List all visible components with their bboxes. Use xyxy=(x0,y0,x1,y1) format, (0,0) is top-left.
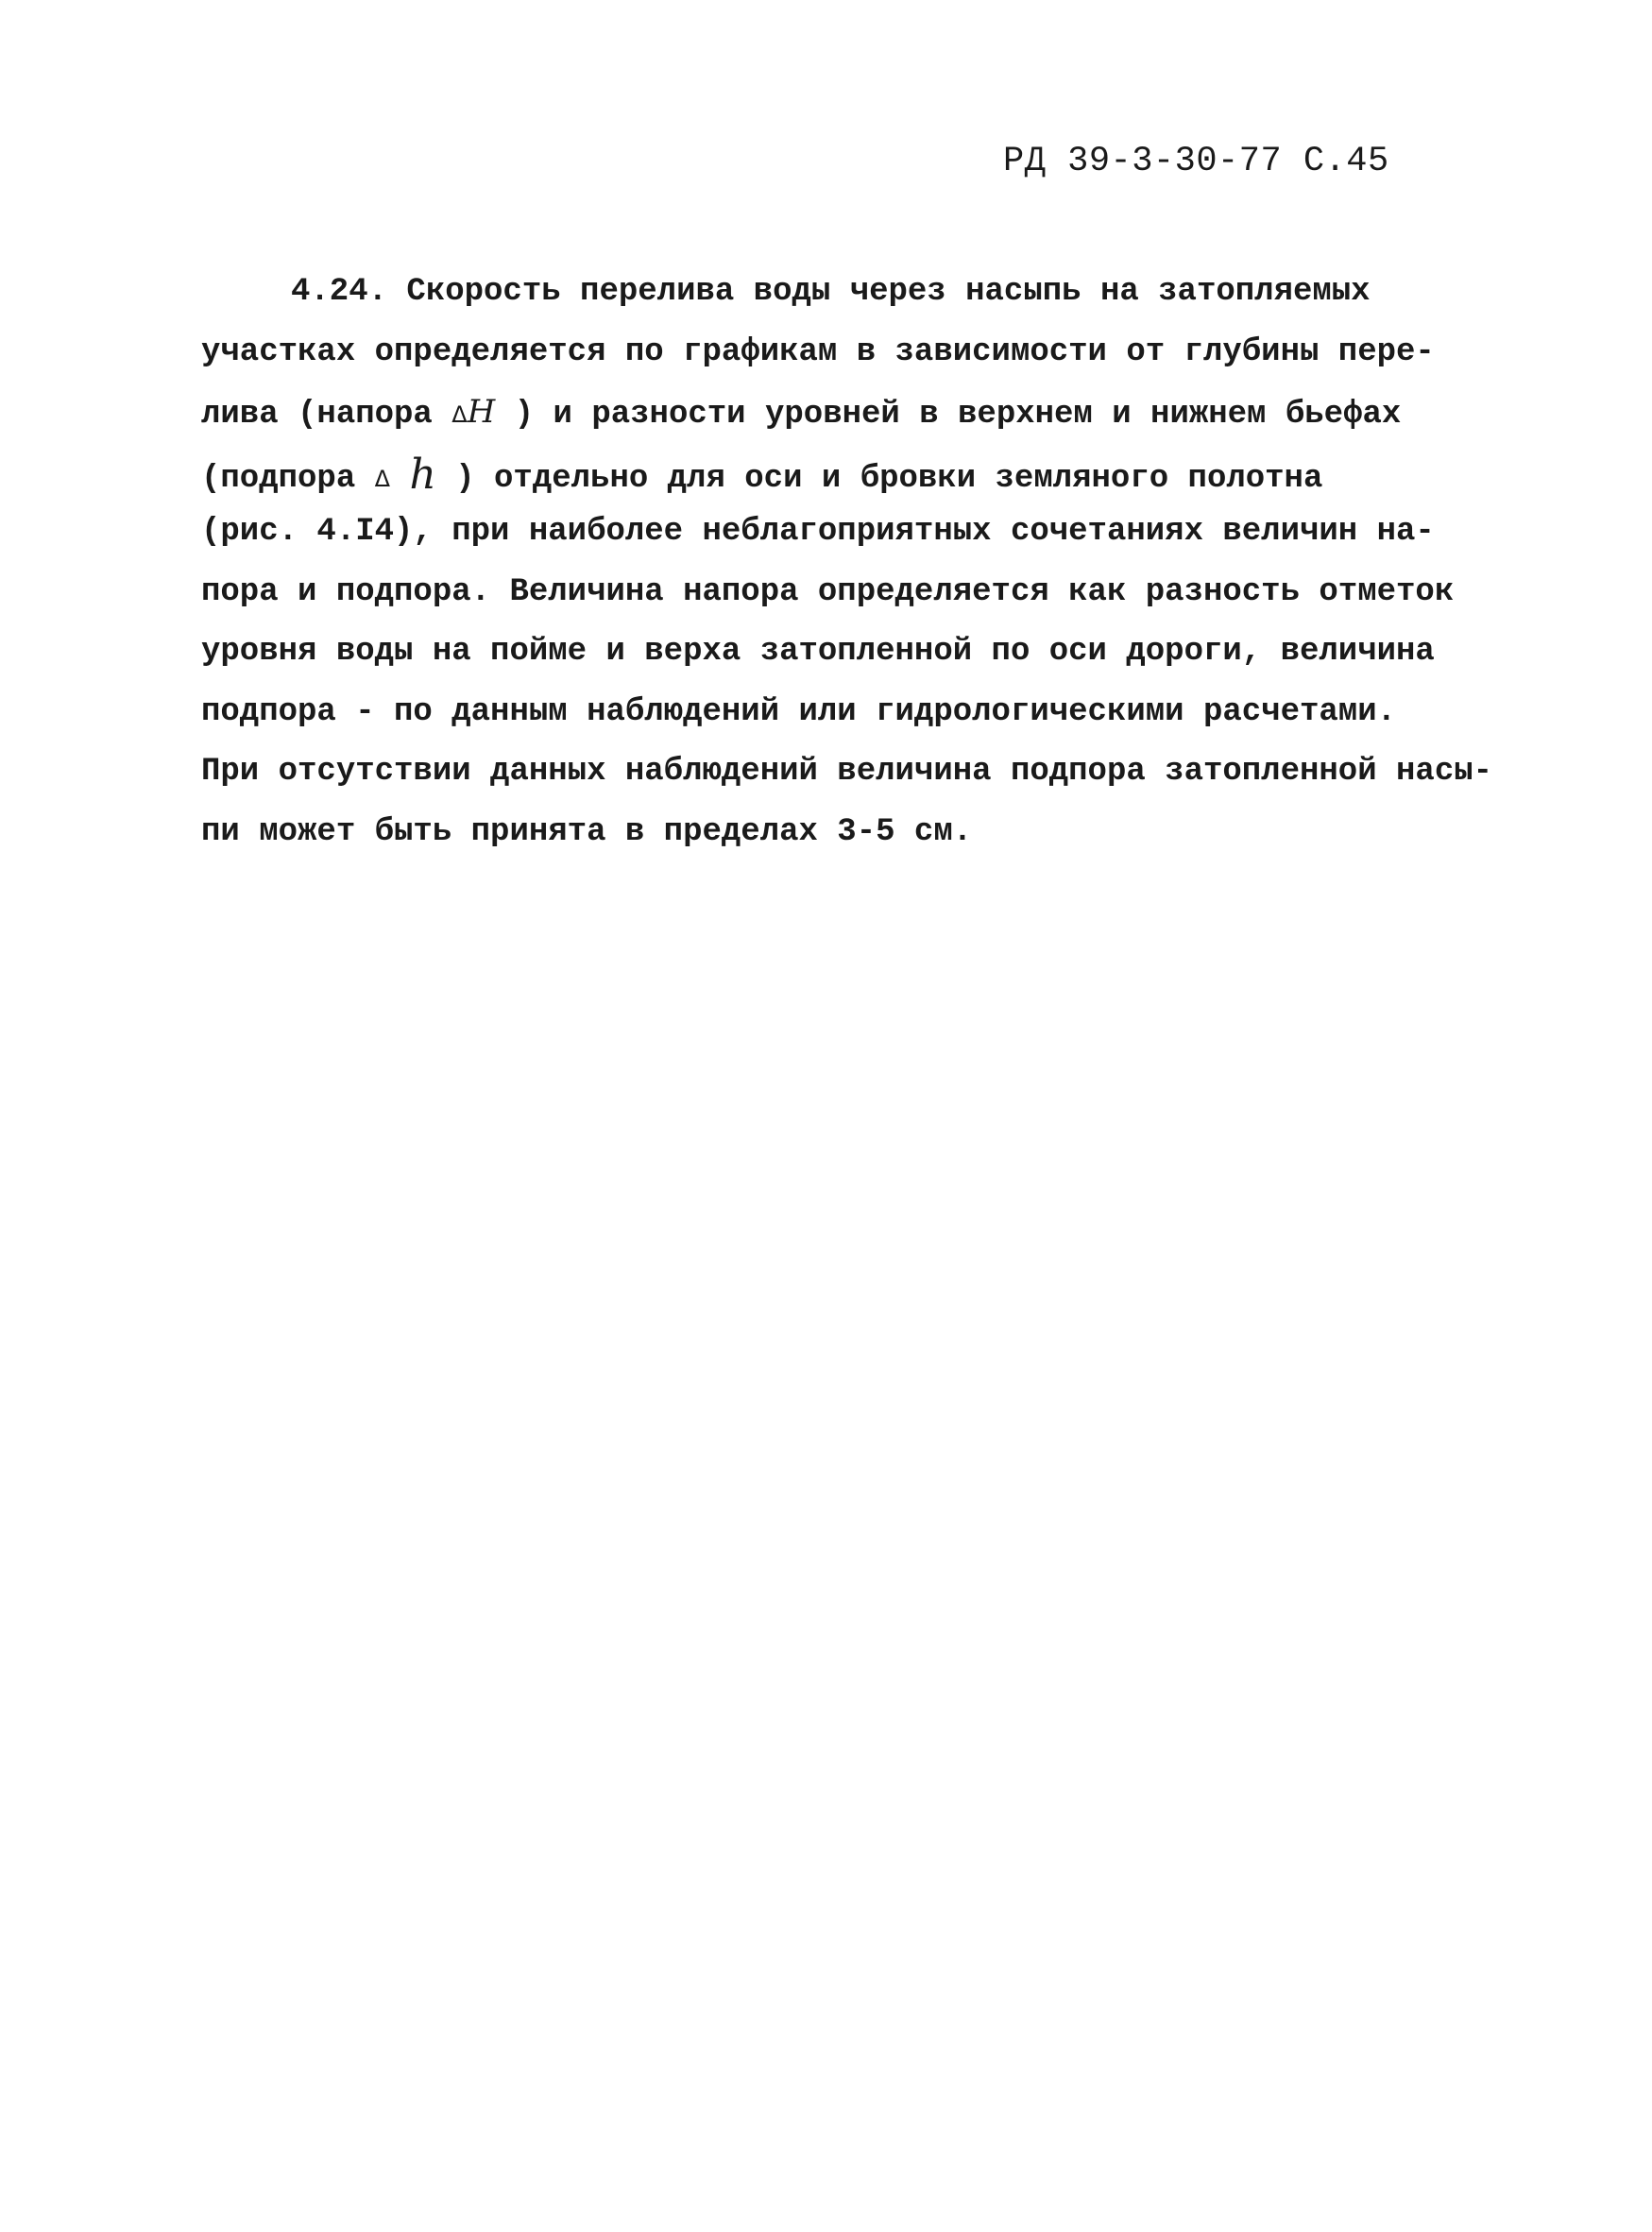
paragraph-line-part: ) отдельно для оси и бровки земляного полотна xyxy=(455,460,1323,497)
paragraph-line: пи может быть принята в пределах 3-5 см. xyxy=(201,813,973,850)
delta-symbol: Δ xyxy=(374,465,391,492)
paragraph-line: подпора - по данным наблюдений или гидрологическими расчетами. xyxy=(201,693,1397,730)
paragraph-line: При отсутствии данных наблюдений величина подпора затопленной насы- xyxy=(201,754,1493,790)
paragraph-line-part: ) и разности уровней в верхнем и нижнем бьефах xyxy=(514,397,1402,433)
backwater-symbol: h xyxy=(409,450,436,499)
paragraph-line: (рис. 4.I4), при наиболее неблагоприятных сочетаниях величин на- xyxy=(201,514,1435,550)
section-paragraph xyxy=(201,263,1493,862)
paragraph-line xyxy=(201,443,1448,503)
paragraph-line: пора и подпора. Величина напора определяется как разность отметок xyxy=(201,573,1455,610)
head-symbol: H xyxy=(467,393,496,431)
delta-symbol: Δ xyxy=(451,401,468,428)
paragraph-line: уровня воды на пойме и верха затопленной по оси дороги, величина xyxy=(201,634,1435,670)
paragraph-line: 4.24. Скорость перелива воды через насыпь на затопляемых xyxy=(291,274,1371,310)
page-header-doc-ref: РД 39-3-30-77 С.45 xyxy=(1003,142,1389,181)
paragraph-line: участках определяется по графикам в зависимости от глубины пере- xyxy=(201,333,1435,370)
paragraph-line xyxy=(201,383,1448,443)
paragraph-line-part: (подпора xyxy=(201,460,356,497)
paragraph-line-part: лива (напора xyxy=(201,397,433,433)
